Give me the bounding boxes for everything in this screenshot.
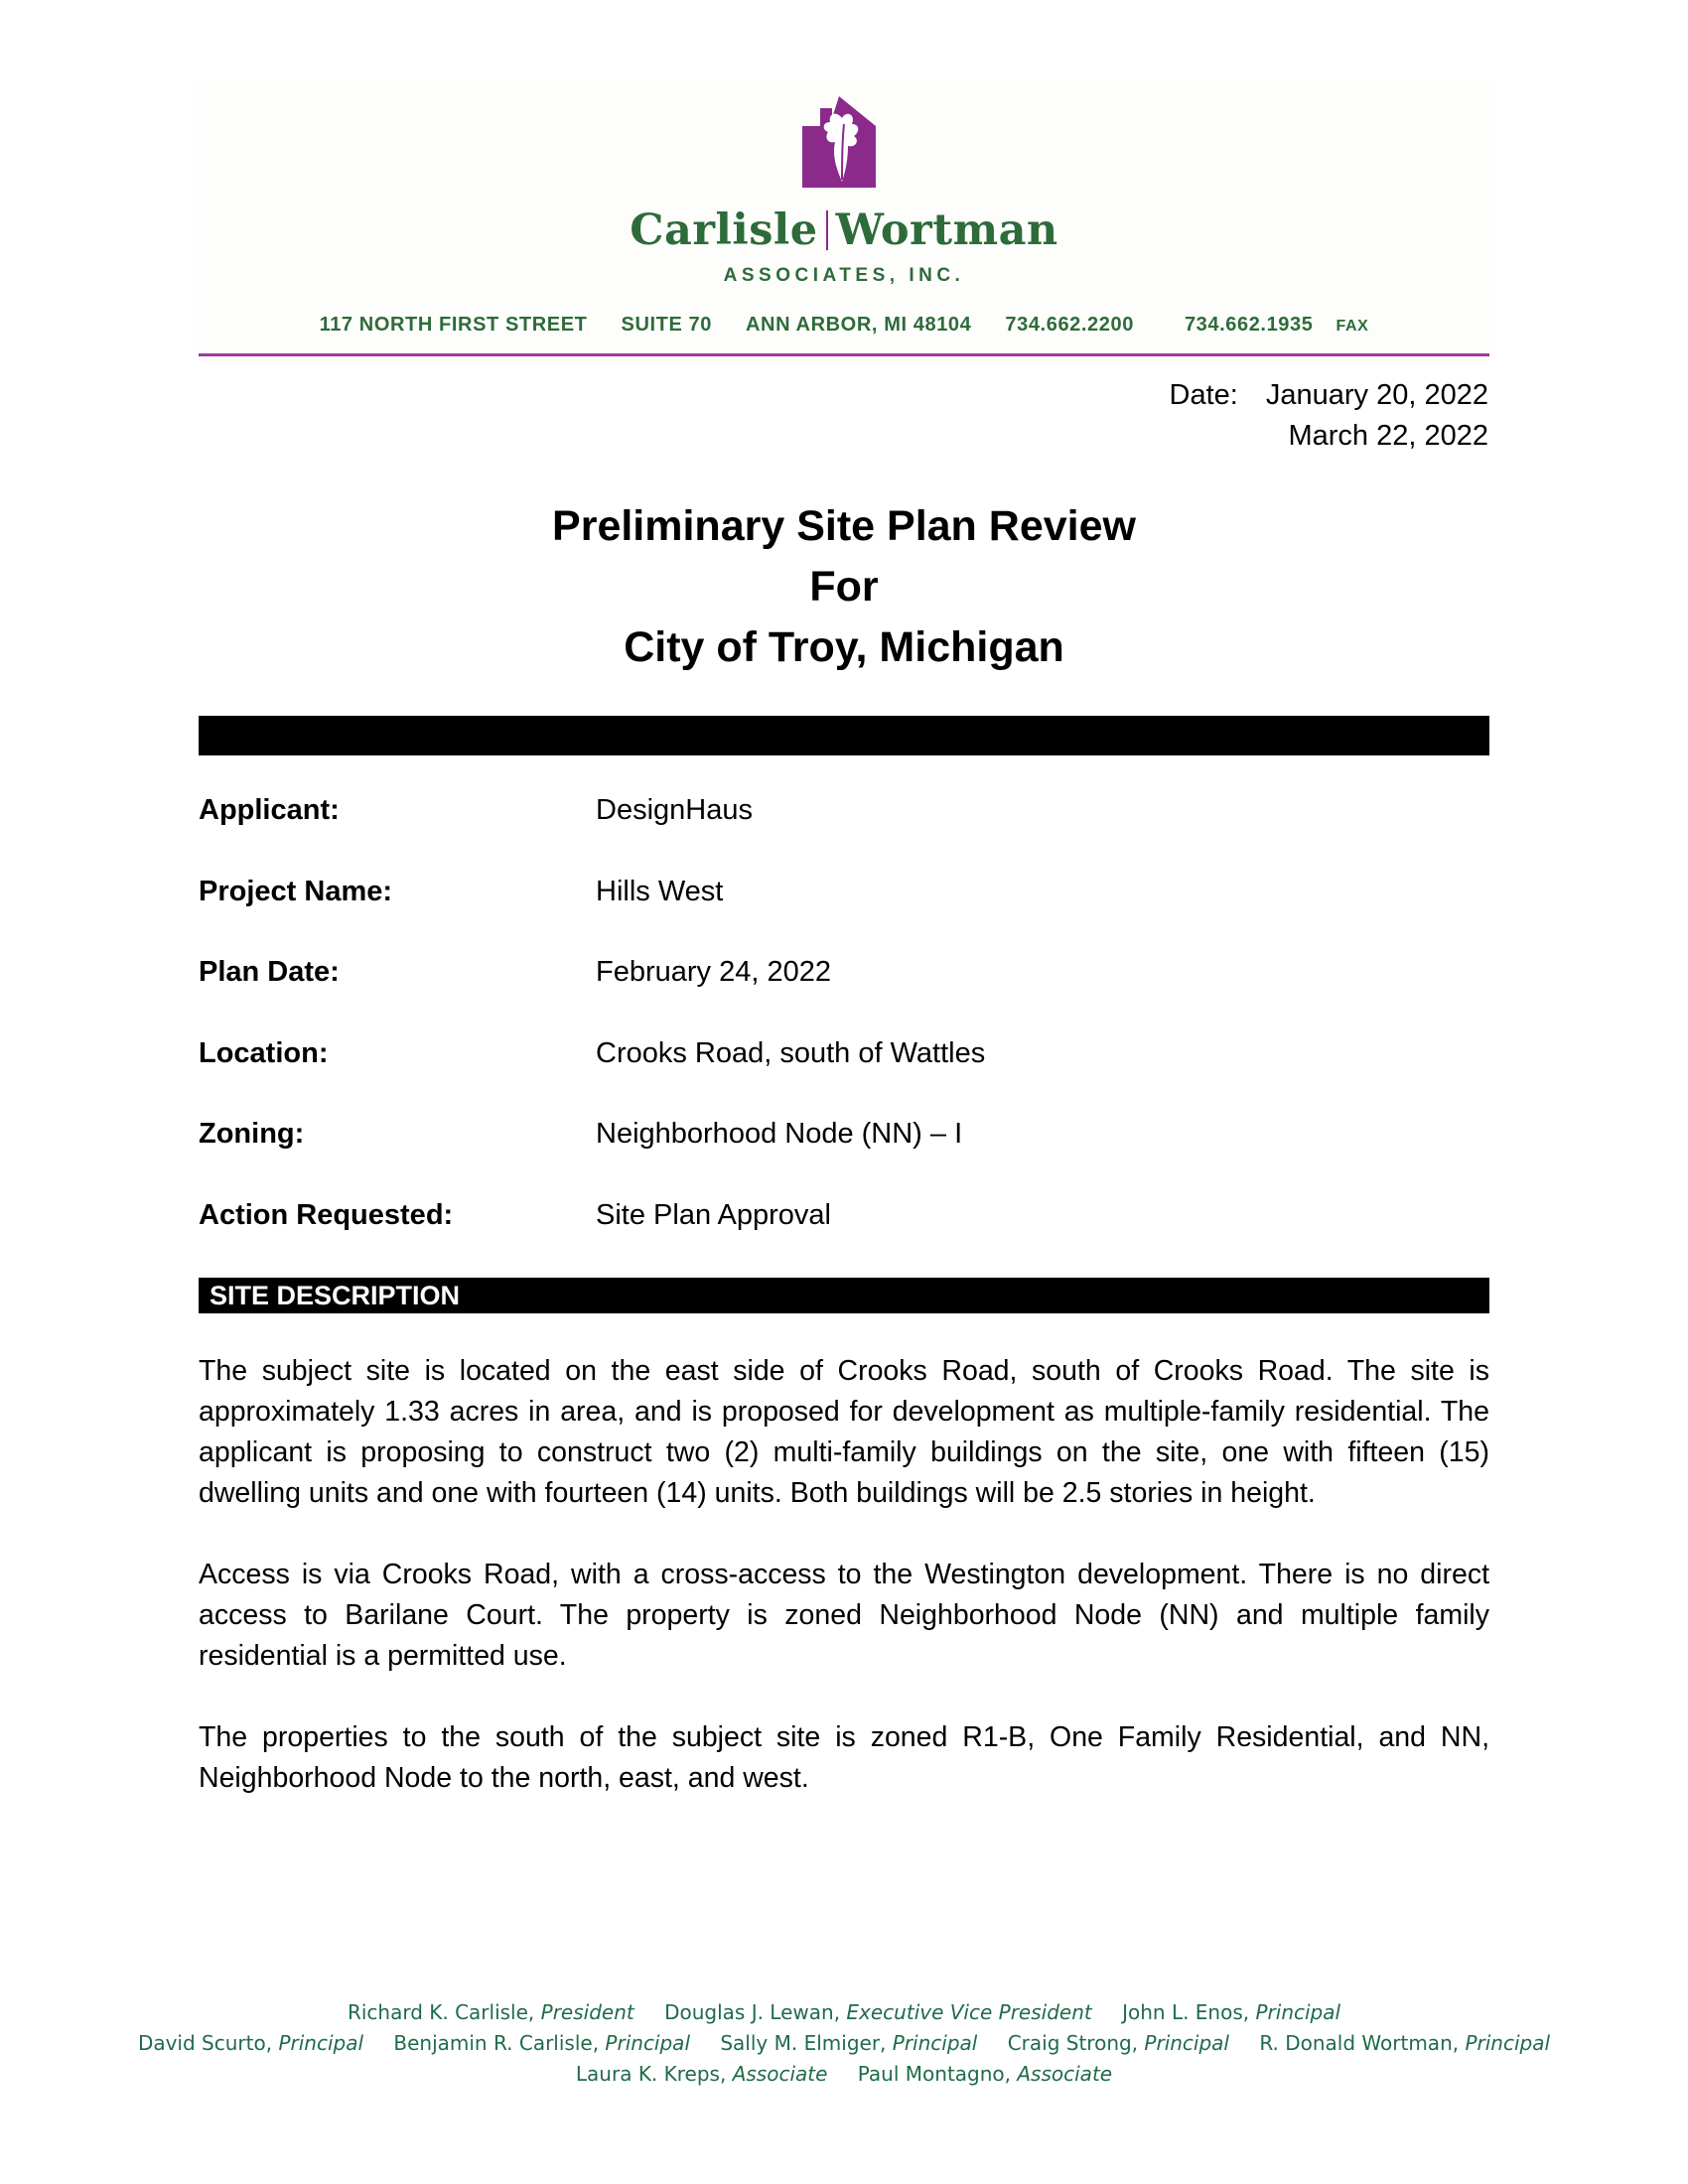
- field-label: Zoning:: [199, 1118, 305, 1150]
- title-line-2: For: [809, 563, 879, 611]
- person-role: Executive Vice President: [846, 2000, 1092, 2024]
- field-value: Neighborhood Node (NN) – I: [596, 1118, 963, 1150]
- person-role: Principal: [1255, 2000, 1341, 2024]
- field-value: Hills West: [596, 875, 724, 907]
- address-city: ANN ARBOR, MI 48104: [746, 314, 972, 336]
- firm-subtitle: ASSOCIATES, INC.: [723, 265, 965, 286]
- title-divider-bar: [199, 716, 1489, 755]
- footer-person: [393, 2031, 690, 2055]
- footer-person: [664, 2000, 1092, 2024]
- paragraph: The subject site is located on the east side of Crooks Road, south of Crooks Road. The site is approximately 1.33 acres in area, and is proposed for development as multiple-family residential. The applicant is proposing to construct two (2) multi-family buildings on the site, one with fifteen (15) dwelling units and one with fourteen (14) units. Both buildings will be 2.5 stories in height.: [199, 1355, 1489, 1509]
- footer-person: [1122, 2000, 1340, 2024]
- field-label: Plan Date:: [199, 956, 340, 988]
- person-name: Sally M. Elmiger,: [720, 2031, 887, 2055]
- person-name: Craig Strong,: [1007, 2031, 1139, 2055]
- field-value: February 24, 2022: [596, 956, 831, 988]
- address-line: [199, 314, 1489, 337]
- paragraph: The properties to the south of the subject site is zoned R1-B, One Family Residential, and NN, Neighborhood Node to the north, east, and west.: [199, 1721, 1489, 1794]
- fax-number: 734.662.1935: [1184, 314, 1314, 336]
- footer-person: [138, 2031, 363, 2055]
- address-fax: [1168, 314, 1385, 337]
- field-label: Action Requested:: [199, 1198, 454, 1231]
- project-fields: [199, 794, 1489, 1280]
- field-value: DesignHaus: [596, 794, 753, 826]
- date-label: Date:: [1169, 379, 1238, 411]
- date-value-1: January 20, 2022: [1265, 379, 1488, 411]
- title-line-1: Preliminary Site Plan Review: [552, 502, 1136, 550]
- footer-person: [576, 2062, 828, 2086]
- document-title: [0, 496, 1688, 678]
- person-role: Associate: [732, 2062, 828, 2086]
- section-heading-site-description: SITE DESCRIPTION: [199, 1278, 1489, 1313]
- person-role: President: [540, 2000, 634, 2024]
- person-role: Principal: [892, 2031, 978, 2055]
- person-role: Principal: [1144, 2031, 1229, 2055]
- person-name: Laura K. Kreps,: [575, 2062, 727, 2086]
- paragraph: Access is via Crooks Road, with a cross-access to the Westington development. There is no direct access to Barilane Court. The property is zoned Neighborhood Node (NN) and multiple family residential is a permitted use.: [199, 1559, 1489, 1672]
- staff-footer: [0, 1997, 1688, 2090]
- person-name: R. Donald Wortman,: [1259, 2031, 1460, 2055]
- field-row-action-requested: [199, 1199, 1489, 1281]
- date-line-1: [1170, 375, 1488, 416]
- field-value: Crooks Road, south of Wattles: [596, 1036, 986, 1069]
- footer-row-3: [0, 2059, 1688, 2090]
- person-role: Principal: [278, 2031, 364, 2055]
- address-suite: SUITE 70: [621, 314, 712, 336]
- field-row-zoning: [199, 1118, 1489, 1199]
- footer-row-1: [0, 1997, 1688, 2028]
- field-label: Applicant:: [199, 794, 340, 826]
- footer-person: [1259, 2031, 1550, 2055]
- field-row-location: [199, 1037, 1489, 1119]
- person-name: Benjamin R. Carlisle,: [393, 2031, 600, 2055]
- fax-label: FAX: [1336, 318, 1369, 335]
- field-row-project-name: [199, 876, 1489, 957]
- date-block: [1170, 375, 1488, 457]
- footer-person: [720, 2031, 977, 2055]
- firm-name-left: Carlisle: [630, 205, 818, 255]
- date-line-2: March 22, 2022: [1288, 420, 1488, 452]
- firm-name-divider: [826, 210, 828, 250]
- oak-leaf-house-icon: [802, 96, 876, 188]
- person-name: John L. Enos,: [1122, 2000, 1250, 2024]
- field-value: Site Plan Approval: [596, 1198, 831, 1231]
- person-role: Associate: [1017, 2062, 1113, 2086]
- field-label: Location:: [199, 1036, 329, 1069]
- address-street: 117 NORTH FIRST STREET: [319, 314, 588, 336]
- field-row-plan-date: [199, 956, 1489, 1037]
- person-name: Douglas J. Lewan,: [664, 2000, 841, 2024]
- footer-person: [858, 2062, 1112, 2086]
- footer-person: [348, 2000, 634, 2024]
- letterhead-divider: [199, 353, 1489, 356]
- firm-name: [0, 205, 1688, 255]
- site-description-body: [199, 1351, 1489, 1840]
- field-label: Project Name:: [199, 875, 393, 907]
- field-row-applicant: [199, 794, 1489, 876]
- person-name: David Scurto,: [137, 2031, 273, 2055]
- firm-name-right: Wortman: [835, 205, 1058, 255]
- person-name: Richard K. Carlisle,: [347, 2000, 535, 2024]
- address-phone: 734.662.2200: [1005, 314, 1134, 336]
- person-role: Principal: [1465, 2031, 1551, 2055]
- title-line-3: City of Troy, Michigan: [624, 623, 1064, 671]
- footer-person: [1008, 2031, 1229, 2055]
- person-name: Paul Montagno,: [857, 2062, 1012, 2086]
- person-role: Principal: [605, 2031, 690, 2055]
- footer-row-2: [0, 2028, 1688, 2059]
